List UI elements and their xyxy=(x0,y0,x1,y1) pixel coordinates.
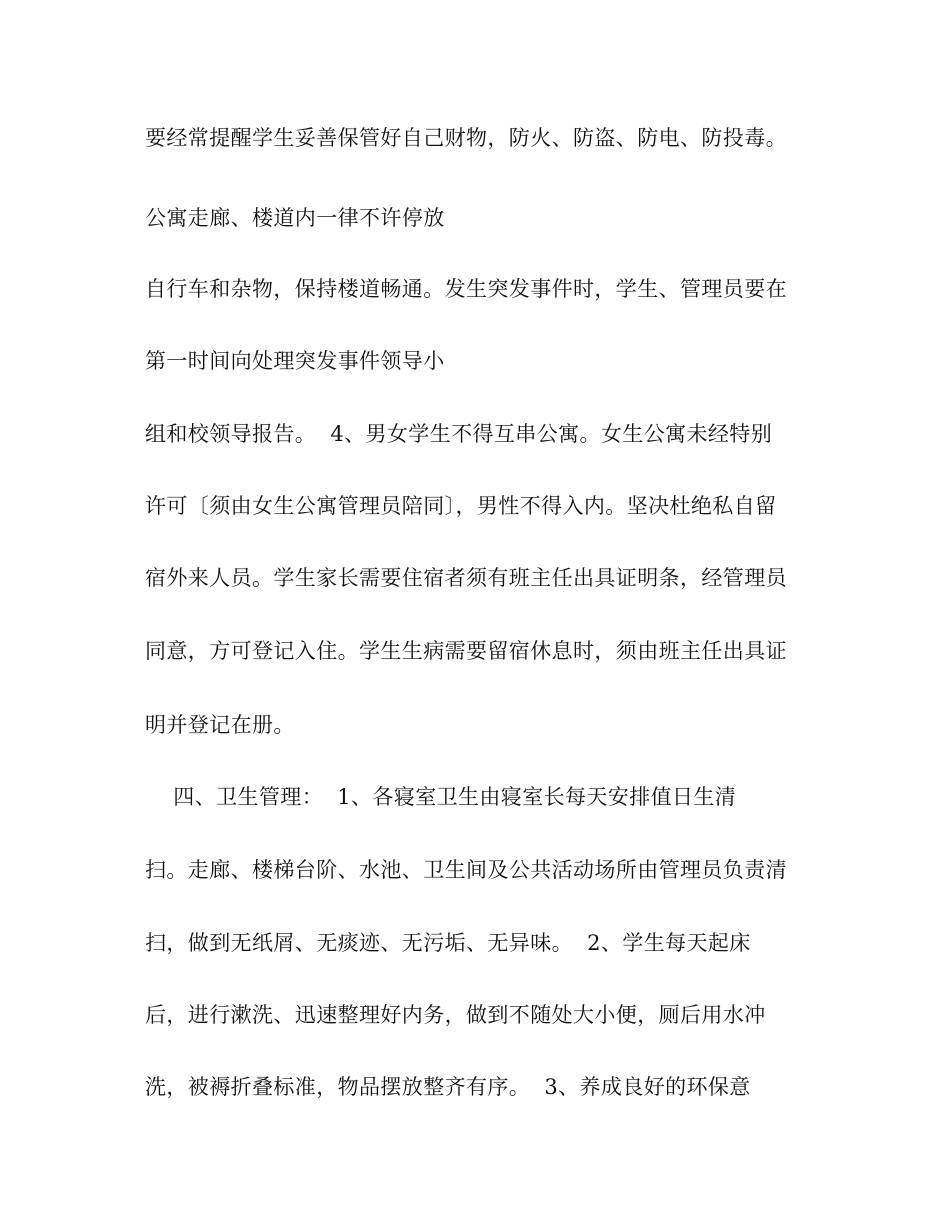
text-line: 后，进行漱洗、迅速整理好内务，做到不随处大小便，厕后用水冲 xyxy=(145,1003,766,1027)
text-line: 扫，做到无纸屑、无痰迹、无污垢、无异味。 2、学生每天起床 xyxy=(145,931,751,955)
text-line: 组和校领导报告。 4、男女学生不得互串公寓。女生公寓未经特别 xyxy=(145,422,773,446)
text-line: 四、卫生管理： 1、各寝室卫生由寝室长每天安排值日生清 xyxy=(145,785,737,809)
text-line: 第一时间向处理突发事件领导小 xyxy=(145,349,445,373)
text-line: 洗，被褥折叠标准，物品摆放整齐有序。 3、养成良好的环保意 xyxy=(145,1075,751,1099)
text-line: 宿外来人员。学生家长需要住宿者须有班主任出具证明条，经管理员 xyxy=(145,566,787,590)
text-line: 自行车和杂物，保持楼道畅通。发生突发事件时，学生、管理员要在 xyxy=(145,277,787,301)
text-line: 公寓走廊、楼道内一律不许停放 xyxy=(145,206,445,230)
text-line: 明并登记在册。 xyxy=(145,713,295,737)
text-line: 扫。走廊、楼梯台阶、水池、卫生间及公共活动场所由管理员负责清 xyxy=(145,858,787,882)
text-line: 许可〔须由女生公寓管理员陪同〕，男性不得入内。坚决杜绝私自留 xyxy=(145,494,777,518)
text-line: 同意，方可登记入住。学生生病需要留宿休息时，须由班主任出具证 xyxy=(145,639,787,663)
text-line: 要经常提醒学生妥善保管好自己财物，防火、防盗、防电、防投毒。 xyxy=(145,126,787,150)
